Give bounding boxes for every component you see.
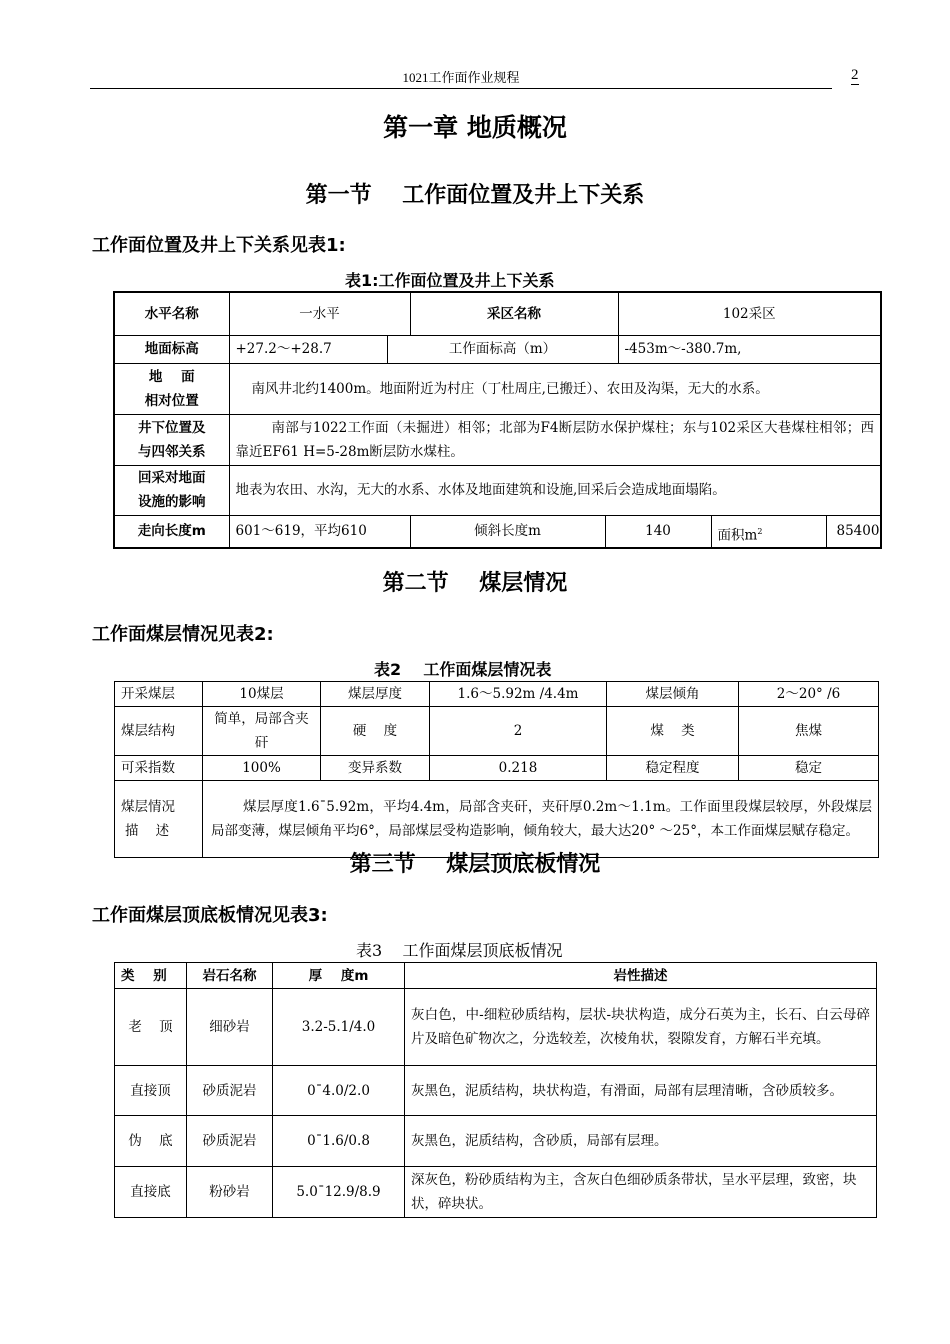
table-header-row [115, 963, 877, 989]
ground-position-label: 地 面 相对位置 [114, 363, 229, 414]
area-cell [711, 515, 881, 548]
row-category: 直接顶 [115, 1066, 187, 1116]
section2-title: 第二节 煤层情况 [382, 571, 568, 596]
table2-seam [114, 681, 879, 858]
stability-label: 稳定程度 [607, 756, 739, 781]
row-thickness: 5.0¯12.9/8.9 [273, 1167, 405, 1218]
header-rock: 岩石名称 [187, 963, 273, 989]
table3-caption: 表3 工作面煤层顶底板情况 [356, 941, 563, 960]
section1-intro: 工作面位置及井上下关系见表1: [92, 235, 346, 256]
mineability-label: 可采指数 [115, 756, 203, 781]
table-row [115, 682, 879, 707]
seam-description-label: 煤层情况 描 述 [115, 781, 203, 858]
structure-value: 简单，局部含夹矸 [203, 707, 321, 756]
row-category: 伪 底 [115, 1116, 187, 1167]
table1-caption: 表1:工作面位置及井上下关系 [345, 271, 555, 290]
dip-length-label: 倾斜长度m [410, 515, 605, 548]
stability-value: 稳定 [739, 756, 879, 781]
level-value: 一水平 [229, 292, 410, 335]
table1-location [113, 291, 882, 549]
variation-label: 变异系数 [321, 756, 430, 781]
underground-label: 井下位置及 与四邻关系 [114, 414, 229, 465]
dip-value: 2～20° /6 [739, 682, 879, 707]
face-elev-label: 工作面标高（m） [387, 335, 618, 363]
table-row [114, 335, 881, 363]
district-label: 采区名称 [410, 292, 618, 335]
row-category: 直接底 [115, 1167, 187, 1218]
document-title: 1021工作面作业规程 [402, 70, 520, 85]
surface-impact-value: 地表为农田、水沟，无大的水系、水体及地面建筑和设施,回采后会造成地面塌陷。 [229, 465, 881, 515]
row-rock: 砂质泥岩 [187, 1066, 273, 1116]
header-thickness: 厚 度m [273, 963, 405, 989]
strike-length-value: 601～619，平均610 [229, 515, 410, 548]
section3-title: 第三节 煤层顶底板情况 [349, 852, 601, 877]
row-description: 灰黑色，泥质结构，含砂质，局部有层理。 [405, 1116, 877, 1167]
row-thickness: 3.2-5.1/4.0 [273, 989, 405, 1066]
section3-intro: 工作面煤层顶底板情况见表3: [92, 905, 328, 926]
page-header [90, 66, 832, 89]
thickness-value: 1.6～5.92m /4.4m [430, 682, 607, 707]
table-row [115, 781, 879, 858]
coal-type-value: 焦煤 [739, 707, 879, 756]
table-row [114, 465, 881, 515]
table-row [115, 707, 879, 756]
table-row [115, 1066, 877, 1116]
strike-length-label: 走向长度m [114, 515, 229, 548]
table-row [115, 1116, 877, 1167]
table-row [114, 515, 881, 548]
row-rock: 砂质泥岩 [187, 1116, 273, 1167]
hardness-label: 硬 度 [321, 707, 430, 756]
underground-value: 南部与1022工作面（未掘进）相邻；北部为F4断层防水保护煤柱；东与102采区大巷煤柱相邻；西靠近EF61 H=5-28m断层防水煤柱。 [229, 414, 881, 465]
structure-label: 煤层结构 [115, 707, 203, 756]
table-row [115, 989, 877, 1066]
ground-elev-value: +27.2～+28.7 [229, 335, 387, 363]
mineability-value: 100% [203, 756, 321, 781]
section2-intro: 工作面煤层情况见表2: [92, 624, 274, 645]
row-description: 灰黑色，泥质结构，块状构造，有滑面，局部有层理清晰，含砂质较多。 [405, 1066, 877, 1116]
row-rock: 细砂岩 [187, 989, 273, 1066]
level-label: 水平名称 [114, 292, 229, 335]
chapter-title: 第一章 地质概况 [383, 113, 567, 142]
row-description: 灰白色，中-细粒砂质结构，层状-块状构造，成分石英为主，长石、白云母碎片及暗色矿物次之，分选较差，次棱角状，裂隙发育，方解石半充填。 [405, 989, 877, 1066]
section1-title: 第一节 工作面位置及井上下关系 [305, 183, 645, 208]
dip-label: 煤层倾角 [607, 682, 739, 707]
seam-description-value: 煤层厚度1.6¯5.92m，平均4.4m，局部含夹矸，夹矸厚0.2m～1.1m。工作面里段煤层较厚，外段煤层局部变薄，煤层倾角平均6°，局部煤层受构造影响，倾角较大，最大达20° ～25°，本工作面煤层赋存稳定。 [203, 781, 879, 858]
row-rock: 粉砂岩 [187, 1167, 273, 1218]
table-row [114, 292, 881, 335]
variation-value: 0.218 [430, 756, 607, 781]
row-description: 深灰色，粉砂质结构为主，含灰白色细砂质条带状，呈水平层理，致密，块状，碎块状。 [405, 1167, 877, 1218]
page-number: 2 [851, 67, 859, 83]
ground-elev-label: 地面标高 [114, 335, 229, 363]
area-label: 面积$m^2$ [712, 516, 827, 547]
seam-label: 开采煤层 [115, 682, 203, 707]
face-elev-value: -453m～-380.7m, [618, 335, 881, 363]
district-value: 102采区 [618, 292, 881, 335]
table-row [115, 1167, 877, 1218]
table2-caption: 表2 工作面煤层情况表 [374, 660, 552, 679]
area-value: 85400 [836, 522, 880, 539]
table3-roof-floor [114, 962, 877, 1218]
surface-impact-label: 回采对地面 设施的影响 [114, 465, 229, 515]
table-row [114, 363, 881, 414]
header-description: 岩性描述 [405, 963, 877, 989]
row-category: 老 顶 [115, 989, 187, 1066]
row-thickness: 0¯1.6/0.8 [273, 1116, 405, 1167]
seam-value: 10煤层 [203, 682, 321, 707]
hardness-value: 2 [430, 707, 607, 756]
thickness-label: 煤层厚度 [321, 682, 430, 707]
ground-position-value: 南风井北约1400m。地面附近为村庄（丁杜周庄,已搬迁）、农田及沟渠，无大的水系。 [229, 363, 881, 414]
row-thickness: 0¯4.0/2.0 [273, 1066, 405, 1116]
header-category: 类 别 [115, 963, 187, 989]
table-row [114, 414, 881, 465]
coal-type-label: 煤 类 [607, 707, 739, 756]
table-row [115, 756, 879, 781]
dip-length-value: 140 [605, 515, 711, 548]
